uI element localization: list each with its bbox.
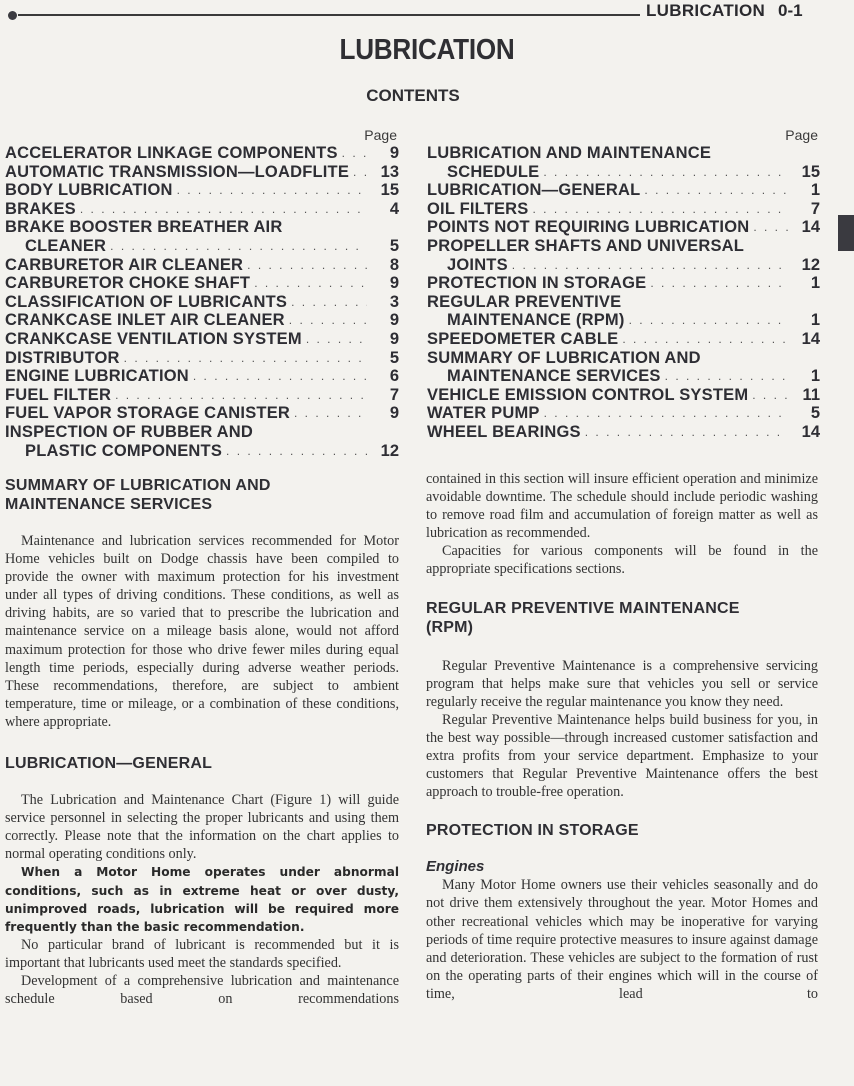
toc-entry-page: 1 xyxy=(810,274,820,293)
contents-title: CONTENTS xyxy=(366,86,460,105)
dot-leader xyxy=(544,404,788,423)
toc-entry-label: DISTRIBUTOR xyxy=(5,348,120,367)
bullet-dot-icon xyxy=(8,11,17,20)
dot-leader xyxy=(650,274,788,293)
toc-entry-label: SUMMARY OF LUBRICATION AND xyxy=(427,348,701,367)
toc-entry-page: 1 xyxy=(810,181,820,200)
dot-leader xyxy=(254,274,367,293)
toc-entry xyxy=(5,349,399,368)
toc-entry xyxy=(427,144,820,163)
paragraph: Development of a comprehensive lubrication and maintenance schedule based on recommendations xyxy=(5,972,399,1008)
toc-entry-label: BRAKES xyxy=(5,199,76,218)
toc-entry-page: 9 xyxy=(389,311,399,330)
toc-entry-page: 9 xyxy=(389,329,399,348)
running-header xyxy=(0,0,854,26)
toc-entry-label: AUTOMATIC TRANSMISSION—LOADFLITE xyxy=(5,162,350,181)
toc-entry xyxy=(5,200,399,219)
toc-entry xyxy=(5,311,399,330)
toc-entry xyxy=(5,144,399,163)
toc-entry-label: FUEL FILTER xyxy=(5,385,112,404)
toc-entry-page: 7 xyxy=(389,385,399,404)
toc-entry-page: 15 xyxy=(380,181,399,200)
heading-line: REGULAR PREVENTIVE MAINTENANCE xyxy=(426,599,740,617)
section-heading-summary xyxy=(5,476,399,514)
dot-leader xyxy=(124,349,367,368)
toc-entry-page: 1 xyxy=(810,311,820,330)
subheading-engines: Engines xyxy=(426,858,485,876)
toc-entry-label: CLASSIFICATION OF LUBRICANTS xyxy=(5,292,288,311)
heading-line: SUMMARY OF LUBRICATION AND xyxy=(5,477,271,494)
toc-entry xyxy=(5,330,399,349)
page-number: 0-1 xyxy=(778,1,803,20)
toc-page-header: Page xyxy=(364,127,397,143)
toc-entry xyxy=(5,293,399,312)
toc-entry xyxy=(427,404,820,423)
paragraph: Maintenance and lubrication services recommended for Motor Home vehicles built on Dodge chassis have been compiled to provide the owner with maximum protection for his investment under all types of driving conditions. These conditions, as well as driving habits, are so varied that to prescribe the lubrication and maintenance service on a mileage basis alone, would not afford maximum protection for those who drive fewer miles during equal length time periods, especially during adverse weather periods. These recommendations, therefore, are subject to ambient temperature, time or mileage, or a combination of these conditions, where appropriate. xyxy=(5,533,399,730)
toc-entry xyxy=(427,274,820,293)
toc-entry xyxy=(427,311,820,330)
toc-entry-label: CRANKCASE VENTILATION SYSTEM xyxy=(5,329,302,348)
toc-entry-label: ENGINE LUBRICATION xyxy=(5,367,189,386)
toc-entry-label: SPEEDOMETER CABLE xyxy=(427,329,619,348)
toc-entry xyxy=(427,181,820,200)
toc-entry xyxy=(5,237,399,256)
dot-leader xyxy=(80,200,367,219)
header-rule-line xyxy=(18,14,640,16)
dot-leader xyxy=(291,293,367,312)
toc-entry xyxy=(5,163,399,182)
toc-entry xyxy=(5,442,399,461)
dot-leader xyxy=(353,163,367,182)
toc-entry-label: WHEEL BEARINGS xyxy=(427,422,581,441)
paragraph-continued: contained in this section will insure efficient operation and minimize avoidable downtime. The schedule should include periodic washing to remove road film and accumulation of foreign matter as well as lubrication as recommended. xyxy=(426,471,818,542)
toc-entry xyxy=(5,181,399,200)
dot-leader xyxy=(342,144,367,163)
toc-entry-label: PROPELLER SHAFTS AND UNIVERSAL xyxy=(427,236,745,255)
toc-entry xyxy=(5,423,399,442)
dot-leader xyxy=(752,386,788,405)
toc-entry xyxy=(5,404,399,423)
toc-entry xyxy=(5,218,399,237)
toc-entry-label: WATER PUMP xyxy=(427,404,540,423)
toc-entry xyxy=(427,200,820,219)
toc-entry-page: 12 xyxy=(380,441,399,460)
toc-entry-page: 5 xyxy=(389,348,399,367)
section-heading-rpm xyxy=(426,599,818,637)
toc-page-header: Page xyxy=(785,127,818,143)
dot-leader xyxy=(585,423,788,442)
toc-entry-page: 14 xyxy=(801,329,820,348)
toc-entry xyxy=(427,367,820,386)
toc-entry-page: 13 xyxy=(380,162,399,181)
paragraph: Regular Preventive Maintenance is a comprehensive servicing program that helps make sure that vehicles you sell or service regularly receive the regular maintenance you know they need. xyxy=(426,657,818,710)
toc-entry-page: 7 xyxy=(810,199,820,218)
toc-entry-label: BRAKE BOOSTER BREATHER AIR xyxy=(5,218,283,237)
toc-entry-label: REGULAR PREVENTIVE xyxy=(427,292,622,311)
toc-entry-page: 5 xyxy=(389,236,399,255)
dot-leader xyxy=(177,181,367,200)
toc-entry-label: MAINTENANCE (RPM) xyxy=(447,311,625,330)
toc-entry-label: POINTS NOT REQUIRING LUBRICATION xyxy=(427,218,750,237)
dot-leader xyxy=(294,404,367,423)
toc-entry-page: 15 xyxy=(801,162,820,181)
toc-entry xyxy=(5,274,399,293)
dot-leader xyxy=(226,442,367,461)
dot-leader xyxy=(289,311,367,330)
dot-leader xyxy=(533,200,788,219)
toc-entry-label: FUEL VAPOR STORAGE CANISTER xyxy=(5,404,291,423)
toc-entry-label: CLEANER xyxy=(25,236,107,255)
toc-entry-page: 12 xyxy=(801,255,820,274)
dot-leader xyxy=(306,330,367,349)
dot-leader xyxy=(622,330,788,349)
toc-entry-page: 9 xyxy=(389,274,399,293)
toc-entry xyxy=(427,293,820,312)
toc-entry-label: MAINTENANCE SERVICES xyxy=(447,367,661,386)
toc-entry-page: 1 xyxy=(810,367,820,386)
toc-entry-label: VEHICLE EMISSION CONTROL SYSTEM xyxy=(427,385,749,404)
toc-entry-page: 8 xyxy=(389,255,399,274)
toc-entry-page: 9 xyxy=(389,404,399,423)
toc-entry-label: BODY LUBRICATION xyxy=(5,181,173,200)
toc-entry xyxy=(427,237,820,256)
toc-entry xyxy=(5,386,399,405)
toc-entry-label: LUBRICATION AND MAINTENANCE xyxy=(427,144,712,162)
toc-entry xyxy=(427,218,820,237)
heading-line: (RPM) xyxy=(426,618,474,636)
toc-entry-page: 4 xyxy=(389,199,399,218)
toc-entry xyxy=(5,256,399,275)
paragraph: Many Motor Home owners use their vehicles seasonally and do not drive them extensively throughout the year. Motor Homes and other recreational vehicles which may be inoperative for varying periods of time require protective measures to insure against damage and deterioration. These vehicles are subject to the formation of rust on the operating parts of their engines which will in the course of time, lead to xyxy=(426,877,818,1002)
section-heading-storage: PROTECTION IN STORAGE xyxy=(426,822,639,840)
toc-entry-label: LUBRICATION—GENERAL xyxy=(427,181,641,200)
toc-entry-label: PLASTIC COMPONENTS xyxy=(25,441,223,460)
body-right-column xyxy=(426,470,818,1003)
paragraph: Capacities for various components will be found in the appropriate specifications sections. xyxy=(426,543,818,578)
toc-entry-label: CARBURETOR CHOKE SHAFT xyxy=(5,274,251,293)
heading-line: MAINTENANCE SERVICES xyxy=(5,496,213,513)
toc-entry-page: 14 xyxy=(801,422,820,441)
toc-entry-label: CARBURETOR AIR CLEANER xyxy=(5,255,244,274)
toc-entry-page: 5 xyxy=(810,404,820,423)
running-title: LUBRICATION xyxy=(646,1,766,20)
toc-right-column xyxy=(427,126,820,442)
toc-entry-page: 6 xyxy=(389,367,399,386)
section-thumb-tab xyxy=(838,215,854,251)
toc-entry xyxy=(427,330,820,349)
toc-entry-label: PROTECTION IN STORAGE xyxy=(427,274,647,293)
toc-entry-page: 9 xyxy=(389,144,399,162)
dot-leader xyxy=(512,256,788,275)
section-heading-general: LUBRICATION—GENERAL xyxy=(5,755,213,773)
toc-left-column xyxy=(5,126,399,460)
toc-entry xyxy=(427,163,820,182)
toc-entry xyxy=(427,386,820,405)
dot-leader xyxy=(115,386,367,405)
toc-entry-label: OIL FILTERS xyxy=(427,199,529,218)
toc-entry-page: 14 xyxy=(801,218,820,237)
dot-leader xyxy=(629,311,788,330)
dot-leader xyxy=(193,367,367,386)
bold-note: When a Motor Home operates under abnormal conditions, such as in extreme heat or over dusty, unimproved roads, lubrication will be required more frequently than the basic recommendation. xyxy=(5,865,399,934)
dot-leader xyxy=(665,367,788,386)
dot-leader xyxy=(543,163,788,182)
dot-leader xyxy=(753,218,788,237)
toc-entry xyxy=(427,349,820,368)
paragraph: No particular brand of lubricant is recommended but it is important that lubricants used meet the standards specified. xyxy=(5,936,399,971)
body-left-column xyxy=(5,476,399,1008)
dot-leader xyxy=(247,256,367,275)
toc-entry xyxy=(427,423,820,442)
dot-leader xyxy=(110,237,367,256)
dot-leader xyxy=(644,181,788,200)
toc-entry-label: CRANKCASE INLET AIR CLEANER xyxy=(5,311,285,330)
paragraph: Regular Preventive Maintenance helps build business for you, in the best way possible—through increased customer satisfaction and extra profits from your service department. Emphasize to your customers that Regular Preventive Maintenance offers the best approach to trouble-free operation. xyxy=(426,711,818,801)
page-title: LUBRICATION xyxy=(339,34,515,66)
paragraph: The Lubrication and Maintenance Chart (Figure 1) will guide service personnel in selecting the proper lubricants and using them correctly. Please note that the information on the chart applies to normal operating conditions only. xyxy=(5,792,399,863)
toc-entry xyxy=(427,256,820,275)
toc-entry-page: 3 xyxy=(389,292,399,311)
toc-entry-label: ACCELERATOR LINKAGE COMPONENTS xyxy=(5,144,338,162)
toc-entry-label: SCHEDULE xyxy=(447,162,540,181)
toc-entry xyxy=(5,367,399,386)
toc-entry-label: INSPECTION OF RUBBER AND xyxy=(5,422,254,441)
toc-entry-page: 11 xyxy=(802,385,820,404)
toc-entry-label: JOINTS xyxy=(447,255,508,274)
